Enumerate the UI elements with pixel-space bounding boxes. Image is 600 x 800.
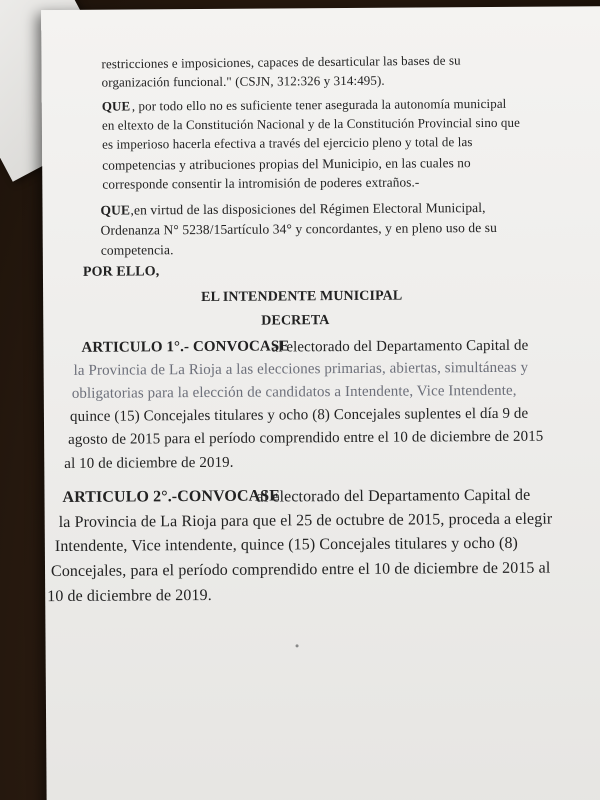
ink-dot bbox=[296, 644, 299, 647]
paragraph-line: quince (15) Concejales titulares y ocho (8) Concejales suplentes el día 9 de bbox=[69, 405, 529, 425]
paragraph-line: restricciones e imposiciones, capaces de desarticular las bases de su bbox=[101, 52, 461, 72]
por-ello-heading: POR ELLO, bbox=[82, 264, 160, 280]
que-label: QUE bbox=[101, 98, 131, 114]
paragraph-line: la Provincia de La Rioja a las elecciones primarias, abiertas, simultáneas y bbox=[73, 359, 529, 379]
paragraph-line: al electorado del Departamento Capital de bbox=[271, 337, 529, 356]
paragraph-line: competencias y atribuciones propias del Municipio, en las cuales no bbox=[102, 155, 471, 173]
paragraph-line: la Provincia de La Rioja para que el 25 de octubre de 2015, proceda a elegir bbox=[58, 510, 553, 531]
paragraph-line: 10 de diciembre de 2019. bbox=[47, 586, 212, 606]
paragraph-line: competencia. bbox=[100, 242, 174, 258]
paragraph-line: agosto de 2015 para el período comprendido entre el 10 de diciembre de 2015 bbox=[68, 428, 544, 448]
paragraph-line: Ordenanza N° 5238/15artículo 34° y concordantes, y en pleno uso de su bbox=[100, 219, 498, 238]
paragraph-line: corresponde consentir la intromisión de poderes extraños.- bbox=[102, 174, 420, 192]
paragraph-line: en eltexto de la Constitución Nacional y de la Constitución Provincial sino que bbox=[101, 114, 521, 133]
paragraph-line: , por todo ello no es suficiente tener asegurada la autonomía municipal bbox=[131, 95, 507, 114]
paragraph-line: Intendente, Vice intendente, quince (15) Concejales titulares y ocho (8) bbox=[54, 534, 519, 556]
issuer-heading: EL INTENDENTE MUNICIPAL bbox=[201, 288, 403, 305]
article-2-heading: ARTICULO 2°.-CONVOCASE bbox=[62, 487, 281, 506]
paragraph-line: obligatorias para la elección de candidatos a Intendente, Vice Intendente, bbox=[71, 382, 517, 402]
document-page bbox=[41, 6, 600, 800]
que-label: QUE bbox=[100, 202, 131, 218]
paragraph-line: Concejales, para el período comprendido entre el 10 de diciembre de 2015 al bbox=[50, 559, 551, 581]
paragraph-line: es imperioso hacerla efectiva a través del ejercicio pleno y total de las bbox=[101, 134, 473, 152]
decreta-heading: DECRETA bbox=[261, 313, 330, 329]
paragraph-line: al electorado del Departamento Capital de bbox=[256, 486, 531, 506]
paragraph-line: organización funcional." (CSJN, 312:326 y 314:495). bbox=[101, 72, 385, 90]
paragraph-line: ,en virtud de las disposiciones del Régimen Electoral Municipal, bbox=[130, 200, 486, 218]
article-1-heading: ARTICULO 1°.- CONVOCASE bbox=[81, 338, 290, 356]
paragraph-line: al 10 de diciembre de 2019. bbox=[64, 454, 234, 472]
